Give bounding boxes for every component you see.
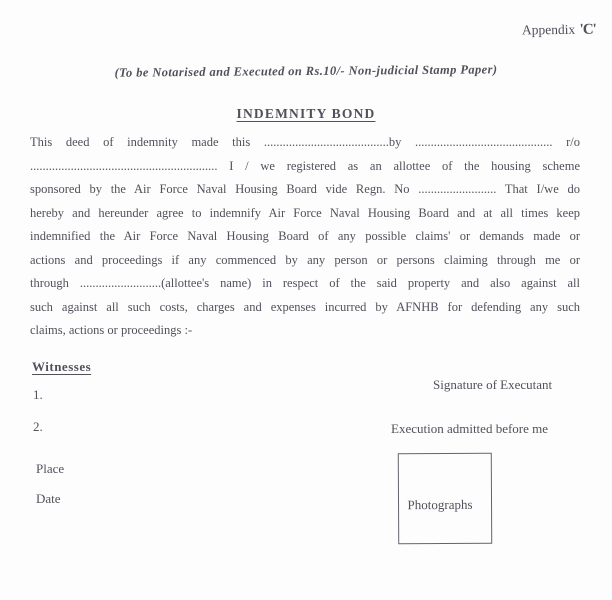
witnesses-heading: Witnesses: [32, 359, 92, 374]
paragraph-line-4: hereby and hereunder agree to indemnify Air Force Naval Housing Board and at all times keep: [30, 205, 580, 220]
signature-of-executant-label: Signature of Executant: [433, 377, 553, 392]
witness-item-1: 1.: [33, 387, 43, 402]
appendix-label: [522, 22, 596, 40]
paragraph-line-2: ............................................................ I / we registered as an allottee of the housing scheme: [30, 158, 580, 173]
paragraph-line-6: actions and proceedings if any commenced by any person or persons claiming through me or: [30, 252, 580, 267]
paragraph-line-5: indemnified the Air Force Naval Housing Board of any possible claims' or demands made or: [30, 229, 580, 243]
photographs-box: [398, 453, 492, 544]
paragraph-line-9: claims, actions or proceedings :-: [30, 323, 193, 337]
paragraph-line-8: such against all such costs, charges and expenses incurred by AFNHB for defending any such: [30, 299, 580, 314]
paragraph-line-7: through ..........................(allottee's name) in respect of the said property and also against all: [30, 276, 580, 290]
place-label: Place: [36, 461, 65, 476]
stamp-paper-instruction: (To be Notarised and Executed on Rs.10/- Non-judicial Stamp Paper): [114, 62, 498, 80]
indemnity-paragraph: [30, 131, 580, 343]
paragraph-line-3: sponsored by the Air Force Naval Housing Board vide Regn. No ......................... That I/we do: [30, 182, 580, 196]
date-label: Date: [36, 491, 61, 506]
photographs-label: Photographs: [407, 496, 473, 512]
paragraph-line-1: This deed of indemnity made this ........................................by ............................................ r/o: [30, 135, 580, 149]
execution-admitted-label: Execution admitted before me: [391, 421, 549, 436]
document-title: INDEMNITY BOND: [236, 106, 376, 121]
witness-item-2: 2.: [33, 419, 43, 434]
appendix-word: Appendix: [522, 21, 576, 38]
appendix-letter-c: 'C': [579, 21, 597, 38]
